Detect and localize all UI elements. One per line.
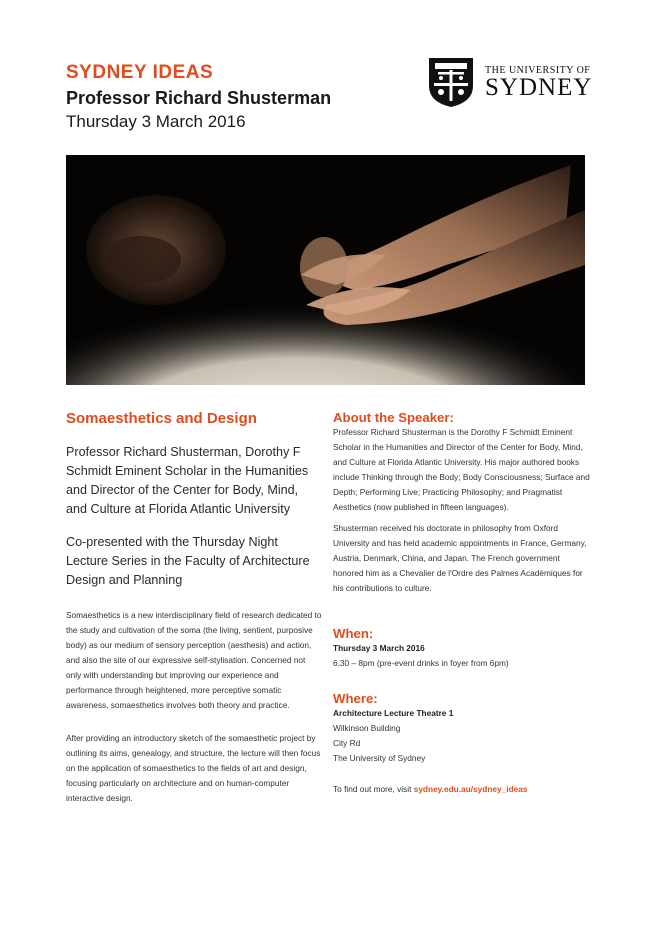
logo-line1: THE UNIVERSITY OF (485, 64, 591, 76)
right-column (333, 410, 591, 797)
logo-line2: SYDNEY (485, 73, 593, 101)
when-time: 6.30 – 8pm (pre-event drinks in foyer from 6pm) (333, 658, 509, 668)
event-date: Thursday 3 March 2016 (66, 112, 246, 131)
crest-icon (426, 56, 476, 108)
venue-org: The University of Sydney (333, 753, 426, 763)
abstract-paragraph-1: Somaesthetics is a new interdisciplinary field of research dedicated to the study and cultivation of the soma (the living, sentient, purposive body) as our medium of sensory perception (aesthesis) and action, and also the site of our expressive self-stylisation. Concerned not only with understanding but improving our experience and performance through heightened, more perceptive somatic awareness, somaesthetics involves both theory and practice. (66, 610, 322, 710)
photo-hands-on-chest (66, 155, 585, 385)
copresented-note: Co-presented with the Thursday Night Lecture Series in the Faculty of Architecture Design and Planning (66, 535, 310, 587)
bio-paragraph-1: Professor Richard Shusterman is the Dorothy F Schmidt Eminent Scholar in the Humanities and Director of the Center for Body, Mind, and Culture at Florida Atlantic University. His major authored books include Thinking through the Body; Body Consciousness; Surface and Depth; Performing Live; Practicing Philosophy; and Pragmatist Aesthetics (now published in fifteen languages). (333, 427, 590, 512)
university-logo (426, 56, 592, 108)
more-info-prefix: To find out more, visit (333, 784, 414, 794)
event-photo (66, 155, 585, 385)
abstract-paragraph-2: After providing an introductory sketch of the somaesthetic project by outlining its aims, genealogy, and structure, the lecture will then focus on the application of somaesthetics to the fields of art and design, focusing particularly on architecture and on human-computer interactive design. (66, 733, 321, 803)
venue-name: Architecture Lecture Theatre 1 (333, 708, 454, 718)
when-date: Thursday 3 March 2016 (333, 643, 425, 653)
where-heading: Where: (333, 691, 378, 706)
speaker-credentials: Professor Richard Shusterman, Dorothy F Schmidt Eminent Scholar in the Humanities and Director of the Center for Body, Mind, and Culture at Florida Atlantic University (66, 445, 309, 516)
series-title: SYDNEY IDEAS (66, 62, 214, 83)
bio-paragraph-2: Shusterman received his doctorate in philosophy from Oxford University and has held academic appointments in France, Germany, Austria, Denmark, China, and Japan. The French government honored him as a Chevalier de l'Ordre des Palmes Académiques for his contributions to culture. (333, 523, 587, 593)
header (66, 62, 331, 132)
venue-street: City Rd (333, 738, 361, 748)
left-column (66, 410, 322, 806)
talk-title: Somaesthetics and Design (66, 410, 257, 427)
about-heading: About the Speaker: (333, 410, 454, 425)
when-heading: When: (333, 626, 374, 641)
speaker-name: Professor Richard Shusterman (66, 88, 332, 108)
more-info (333, 782, 591, 797)
more-info-link[interactable]: sydney.edu.au/sydney_ideas (413, 784, 528, 794)
venue-building: Wilkinson Building (333, 723, 401, 733)
